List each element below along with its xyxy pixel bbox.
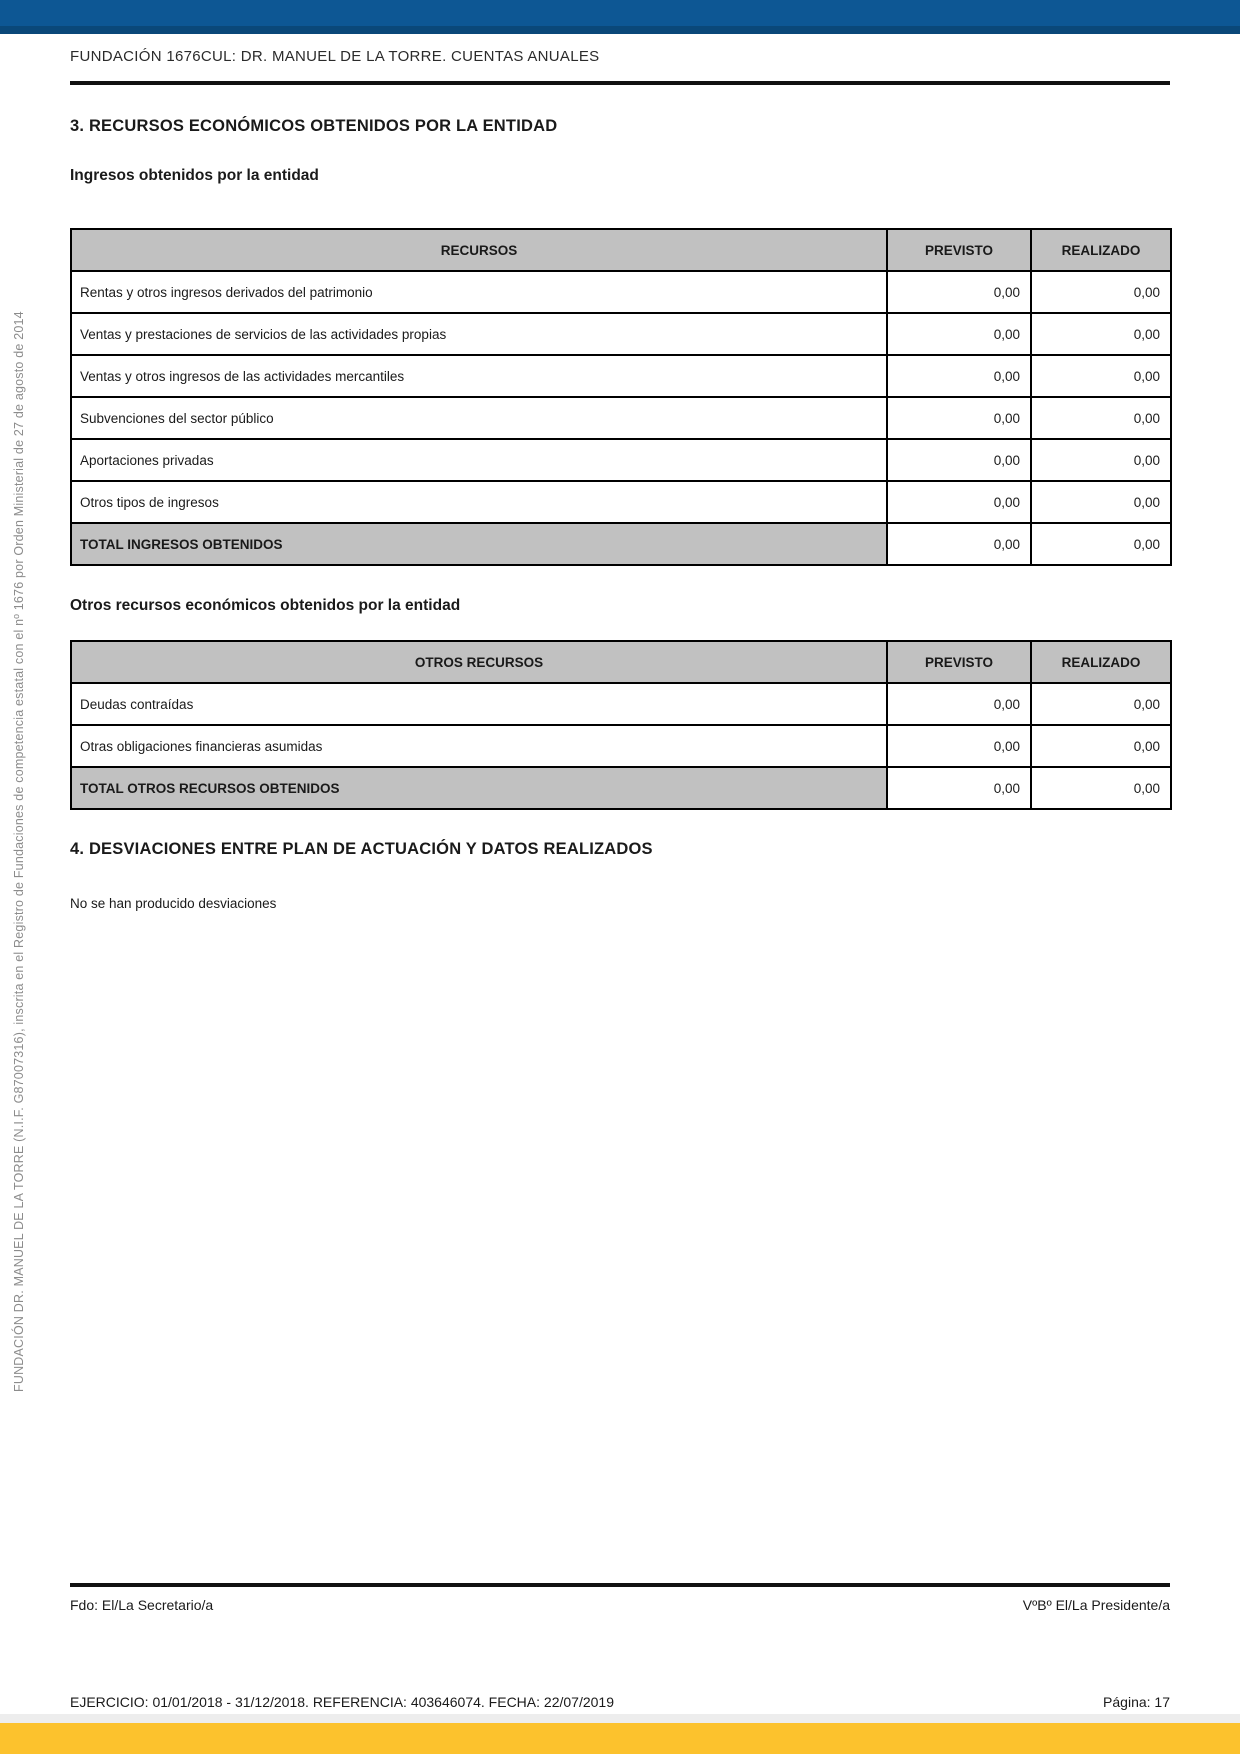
column-header-realizado: REALIZADO bbox=[1031, 641, 1171, 683]
total-label: TOTAL INGRESOS OBTENIDOS bbox=[71, 523, 887, 565]
row-realizado: 0,00 bbox=[1031, 271, 1171, 313]
row-label: Ventas y prestaciones de servicios de las actividades propias bbox=[71, 313, 887, 355]
row-realizado: 0,00 bbox=[1031, 683, 1171, 725]
table-row bbox=[71, 481, 1171, 523]
row-label: Rentas y otros ingresos derivados del patrimonio bbox=[71, 271, 887, 313]
row-previsto: 0,00 bbox=[887, 271, 1031, 313]
total-label: TOTAL OTROS RECURSOS OBTENIDOS bbox=[71, 767, 887, 809]
table-total-row bbox=[71, 523, 1171, 565]
column-header-previsto: PREVISTO bbox=[887, 229, 1031, 271]
otros-recursos-subtitle: Otros recursos económicos obtenidos por la entidad bbox=[70, 597, 461, 614]
table-row bbox=[71, 397, 1171, 439]
ingresos-subtitle: Ingresos obtenidos por la entidad bbox=[70, 167, 319, 184]
otros-recursos-table-wrap bbox=[70, 640, 1170, 810]
total-previsto: 0,00 bbox=[887, 767, 1031, 809]
table-row bbox=[71, 683, 1171, 725]
table-header-row bbox=[71, 229, 1171, 271]
row-previsto: 0,00 bbox=[887, 481, 1031, 523]
section4-title: 4. DESVIACIONES ENTRE PLAN DE ACTUACIÓN Y DATOS REALIZADOS bbox=[70, 840, 653, 858]
signature-presidente: VºBº El/La Presidente/a bbox=[1022, 1597, 1170, 1613]
bottom-yellow-bar bbox=[0, 1723, 1240, 1754]
row-realizado: 0,00 bbox=[1031, 481, 1171, 523]
document-title: FUNDACIÓN 1676CUL: DR. MANUEL DE LA TORRE. CUENTAS ANUALES bbox=[70, 48, 600, 65]
row-realizado: 0,00 bbox=[1031, 355, 1171, 397]
row-realizado: 0,00 bbox=[1031, 313, 1171, 355]
section3-title: 3. RECURSOS ECONÓMICOS OBTENIDOS POR LA ENTIDAD bbox=[70, 117, 558, 135]
row-realizado: 0,00 bbox=[1031, 397, 1171, 439]
row-label: Ventas y otros ingresos de las actividades mercantiles bbox=[71, 355, 887, 397]
total-realizado: 0,00 bbox=[1031, 767, 1171, 809]
column-header-otros-recursos: OTROS RECURSOS bbox=[71, 641, 887, 683]
top-blue-bar bbox=[0, 0, 1240, 34]
row-previsto: 0,00 bbox=[887, 355, 1031, 397]
row-label: Otras obligaciones financieras asumidas bbox=[71, 725, 887, 767]
column-header-recursos: RECURSOS bbox=[71, 229, 887, 271]
table-row bbox=[71, 355, 1171, 397]
row-label: Otros tipos de ingresos bbox=[71, 481, 887, 523]
table-row bbox=[71, 313, 1171, 355]
row-label: Aportaciones privadas bbox=[71, 439, 887, 481]
row-previsto: 0,00 bbox=[887, 439, 1031, 481]
total-realizado: 0,00 bbox=[1031, 523, 1171, 565]
row-previsto: 0,00 bbox=[887, 725, 1031, 767]
row-previsto: 0,00 bbox=[887, 397, 1031, 439]
row-label: Deudas contraídas bbox=[71, 683, 887, 725]
signature-row bbox=[70, 1597, 1170, 1613]
table-total-row bbox=[71, 767, 1171, 809]
signature-rule bbox=[70, 1583, 1170, 1587]
footer-exercise-info: EJERCICIO: 01/01/2018 - 31/12/2018. REFERENCIA: 403646074. FECHA: 22/07/2019 bbox=[70, 1694, 614, 1710]
header-rule bbox=[70, 81, 1170, 85]
total-previsto: 0,00 bbox=[887, 523, 1031, 565]
sidebar-vertical-text: FUNDACIÓN DR. MANUEL DE LA TORRE (N.I.F. G87007316), inscrita en el Registro de Fundaciones de competencia estatal con el nº 1676 por Orden Ministerial de 27 de agosto de 2014 bbox=[12, 311, 26, 1392]
table-row bbox=[71, 439, 1171, 481]
table-header-row bbox=[71, 641, 1171, 683]
section4-body: No se han producido desviaciones bbox=[70, 896, 277, 911]
otros-recursos-table bbox=[70, 640, 1172, 810]
ingresos-table-wrap bbox=[70, 228, 1170, 566]
row-realizado: 0,00 bbox=[1031, 725, 1171, 767]
table-row bbox=[71, 271, 1171, 313]
row-realizado: 0,00 bbox=[1031, 439, 1171, 481]
footer-page-number: Página: 17 bbox=[1103, 1694, 1170, 1710]
row-previsto: 0,00 bbox=[887, 683, 1031, 725]
column-header-previsto: PREVISTO bbox=[887, 641, 1031, 683]
column-header-realizado: REALIZADO bbox=[1031, 229, 1171, 271]
row-previsto: 0,00 bbox=[887, 313, 1031, 355]
footer-gray-strip bbox=[0, 1714, 1240, 1723]
footer-row bbox=[70, 1694, 1170, 1710]
row-label: Subvenciones del sector público bbox=[71, 397, 887, 439]
signature-secretario: Fdo: El/La Secretario/a bbox=[70, 1597, 214, 1613]
ingresos-table bbox=[70, 228, 1172, 566]
table-row bbox=[71, 725, 1171, 767]
